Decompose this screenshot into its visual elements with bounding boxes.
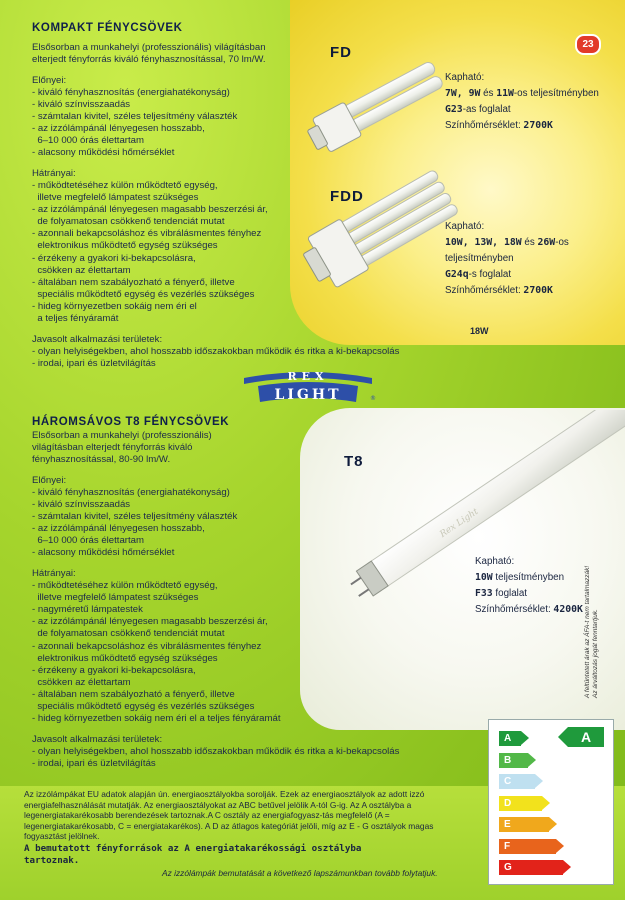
t8-disadvantage-item: - hideg környezetben sokáig nem éri el a teljes fényáramát xyxy=(32,713,281,725)
t8-advantage-item: - számtalan kivitel, széles teljesítmény választék xyxy=(32,511,238,523)
footer-line: energiafelhasználását mutatják. Az energiaosztályokat az ABC betűvel jelölik A-tól G-ig. Az A osztályba a xyxy=(24,799,412,810)
fd-lamp-image xyxy=(300,50,460,160)
t8-disadvantage-item: - az izzólámpánál lényegesen magasabb beszerzési ár, xyxy=(32,616,268,628)
t8-disadvantage-item: - azonnali bekapcsoláshoz és vibrálásmentes fényhez xyxy=(32,640,262,652)
energy-rating-arrow: A xyxy=(568,727,604,747)
t8-advantage-item: 6–10 000 órás élettartam xyxy=(32,535,144,547)
t8-disadvantage-item: de folyamatosan csökkenő tendenciát mutat xyxy=(32,628,225,640)
t8-disadvantage-item: - nagyméretű lámpatestek xyxy=(32,604,143,616)
compact-advantages-title: Előnyei: xyxy=(32,74,67,86)
fdd-watts-line xyxy=(445,235,569,251)
t8-availability xyxy=(475,554,583,618)
compact-advantage-item: - számtalan kivitel, széles teljesítmény választék xyxy=(32,110,238,122)
fdd-available-label: Kapható: xyxy=(445,221,485,232)
fdd-line2: teljesítményben xyxy=(445,253,514,264)
compact-advantage-item: - alacsony működési hőmérséklet xyxy=(32,147,175,159)
energy-class-f: F xyxy=(499,839,556,854)
fdd-socket: G24q xyxy=(445,269,469,280)
t8-watts-line xyxy=(475,570,583,586)
fdd-lamp-label: 18W xyxy=(470,326,489,336)
t8-socket: F33 xyxy=(475,588,493,599)
t8-socket-suffix: foglalat xyxy=(492,588,528,599)
compact-advantage-item: - az izzólámpánál lényegesen hosszabb, xyxy=(32,123,205,135)
energy-class-g: G xyxy=(499,860,563,875)
energy-class-e: E xyxy=(499,817,549,832)
compact-disadvantage-item: - érzékeny a gyakori ki-bekapcsolásra, xyxy=(32,252,196,264)
rex-light-logo xyxy=(238,364,378,408)
fd-color-value: 2700K xyxy=(523,120,553,131)
energy-class-a: A xyxy=(499,731,521,746)
energy-class-b: B xyxy=(499,753,528,768)
side-note-line-2: Az árváltozás jogát fenntartjuk. xyxy=(592,609,599,698)
t8-tube-brand: Rex Light xyxy=(438,506,481,540)
t8-usage-item: - irodai, ipari és üzletvilágítás xyxy=(32,757,156,769)
compact-advantage-item: - kiváló színvisszaadás xyxy=(32,98,131,110)
compact-usage-item: - olyan helyiségekben, ahol hosszabb időszakokban működik és ritka a ki-bekapcsolás xyxy=(32,345,400,357)
fd-watts2: 11W xyxy=(496,88,514,99)
footer-emphasis-line: tartoznak. xyxy=(24,855,80,866)
side-note-line-1: A feltüntetett árak az ÁFA-t nem tartalmazzák! xyxy=(584,565,591,698)
fd-availability xyxy=(445,70,599,134)
compact-disadvantage-item: a teljes fényáramát xyxy=(32,313,119,325)
t8-advantage-item: - kiváló fényhasznosítás (energiahatékonyság) xyxy=(32,486,230,498)
t8-disadvantage-item: - érzékeny a gyakori ki-bekapcsolásra, xyxy=(32,664,196,676)
fdd-watts-mid: és xyxy=(521,237,538,248)
compact-disadvantage-item: - általában nem szabályozható a fényerő, illetve xyxy=(32,276,235,288)
fd-watts-suffix: -os teljesítményben xyxy=(513,88,599,99)
price-side-note xyxy=(584,548,600,698)
t8-disadvantage-item: - működtetéséhez külön működtető egység, xyxy=(32,580,218,592)
fdd-lamp-image xyxy=(300,160,465,300)
compact-intro-line: Elsősorban a munkahelyi (professzionális) világításban xyxy=(32,42,266,53)
footer-line: fogyasztást jelölnek. xyxy=(24,831,100,842)
fdd-socket-suffix: -s foglalat xyxy=(468,269,512,280)
compact-disadvantage-item: - hideg környezetben sokáig nem éri el xyxy=(32,300,197,312)
compact-disadvantage-item: - az izzólámpánál lényegesen magasabb beszerzési ár, xyxy=(32,204,268,216)
compact-disadvantage-item: illetve megfelelő lámpatest szükséges xyxy=(32,192,199,204)
energy-class-c: C xyxy=(499,774,535,789)
t8-socket-line xyxy=(475,586,583,602)
fd-code: FD xyxy=(330,44,352,61)
fd-watts-mid: és xyxy=(480,88,497,99)
t8-color-label: Színhőmérséklet: xyxy=(475,604,554,615)
compact-intro-line: elterjedt fényforrás kiváló fényhasznosítással, 70 lm/W. xyxy=(32,54,266,66)
t8-disadvantage-item: elektronikus működtető egység szükséges xyxy=(32,652,218,664)
t8-advantages-title: Előnyei: xyxy=(32,474,67,486)
footer-closing-line: Az izzólámpák bemutatását a következő lapszámunkban tovább folytatjuk. xyxy=(162,868,438,878)
fdd-color-value: 2700K xyxy=(523,285,553,296)
t8-color-value: 4200K xyxy=(553,604,583,615)
fd-socket-line xyxy=(445,102,599,118)
energy-class-d: D xyxy=(499,796,542,811)
fdd-watts-suffix: -os xyxy=(555,237,569,248)
logo-registered-mark: ® xyxy=(370,395,376,402)
fd-socket: G23 xyxy=(445,104,463,115)
compact-disadvantage-item: csökken az élettartam xyxy=(32,264,131,276)
fd-available-label: Kapható: xyxy=(445,72,485,83)
fd-socket-suffix: -as foglalat xyxy=(462,104,511,115)
compact-disadvantage-item: de folyamatosan csökkenő tendenciát mutat xyxy=(32,216,225,228)
fdd-watts: 10W, 13W, 18W xyxy=(445,237,522,248)
compact-disadvantage-item: - azonnali bekapcsoláshoz és vibrálásmentes fényhez xyxy=(32,228,262,240)
page-number-badge: 23 xyxy=(575,34,601,55)
footer-line: legenergiatakarékosabb, C = energiatakarékos). A D az átlagos kategóriát jelöli, míg az E - G osztályok magas xyxy=(24,820,434,831)
t8-intro-line: Elsősorban a munkahelyi (professzionális) xyxy=(32,430,212,441)
t8-advantage-item: - kiváló színvisszaadás xyxy=(32,498,131,510)
t8-disadvantage-item: csökken az élettartam xyxy=(32,676,131,688)
logo-bottom-text: LIGHT xyxy=(274,387,342,403)
compact-disadvantage-item: elektronikus működtető egység szükséges xyxy=(32,240,218,252)
compact-advantage-item: 6–10 000 órás élettartam xyxy=(32,135,144,147)
t8-intro-line: világításban elterjedt fényforrás kiváló xyxy=(32,442,193,454)
t8-watts: 10W xyxy=(475,572,493,583)
fdd-watts2: 26W xyxy=(537,237,556,248)
logo-top-text: REX xyxy=(287,370,329,383)
fdd-color-label: Színhőmérséklet: xyxy=(445,285,524,296)
t8-available-label: Kapható: xyxy=(475,556,515,567)
fd-watts: 7W, 9W xyxy=(445,88,481,99)
fdd-code: FDD xyxy=(330,188,364,205)
t8-disadvantage-item: - általában nem szabályozható a fényerő, illetve xyxy=(32,688,235,700)
t8-usage-title: Javasolt alkalmazási területek: xyxy=(32,733,163,745)
compact-disadvantage-item: - működtetéséhez külön működtető egység, xyxy=(32,179,218,191)
fdd-socket-line xyxy=(445,267,569,283)
compact-disadvantage-item: speciális működtető egység és vezérlés szükséges xyxy=(32,288,255,300)
fd-color-line xyxy=(445,118,599,134)
t8-heading: HÁROMSÁVOS T8 FÉNYCSÖVEK xyxy=(32,416,230,428)
compact-usage-title: Javasolt alkalmazási területek: xyxy=(32,333,163,345)
t8-intro-line: fényhasznosítással, 80-90 lm/W. xyxy=(32,454,171,466)
fd-watts-line xyxy=(445,86,599,102)
t8-disadvantages-title: Hátrányai: xyxy=(32,567,76,579)
t8-code: T8 xyxy=(344,453,364,470)
t8-advantage-item: - az izzólámpánál lényegesen hosszabb, xyxy=(32,523,205,535)
fdd-color-line xyxy=(445,283,569,299)
footer-emphasis-line: A bemutatott fényforrások az A energiatakarékossági osztályba xyxy=(24,843,362,854)
t8-advantage-item: - alacsony működési hőmérséklet xyxy=(32,547,175,559)
t8-disadvantage-item: speciális működtető egység és vezérlés szükséges xyxy=(32,701,255,713)
fd-color-label: Színhőmérséklet: xyxy=(445,120,524,131)
compact-usage-item: - irodai, ipari és üzletvilágítás xyxy=(32,357,156,369)
compact-disadvantages-title: Hátrányai: xyxy=(32,167,76,179)
compact-heading: KOMPAKT FÉNYCSÖVEK xyxy=(32,22,183,34)
t8-watts-suffix: teljesítményben xyxy=(492,572,565,583)
t8-color-line xyxy=(475,602,583,618)
footer-line: Az izzólámpákat EU adatok alapján ún. energiaosztályokba sorolják. Ezek az energiaosztályok az adott izzó xyxy=(24,789,425,799)
fdd-availability xyxy=(445,219,569,299)
compact-advantage-item: - kiváló fényhasznosítás (energiahatékonyság) xyxy=(32,86,230,98)
footer-line: legenergiatakarékosabb berendezések tartoznak.A C osztály az energiafogyasz-tás megfelelő (A = xyxy=(24,810,390,821)
t8-usage-item: - olyan helyiségekben, ahol hosszabb időszakokban működik és ritka a ki-bekapcsolás xyxy=(32,745,400,757)
t8-disadvantage-item: illetve megfelelő lámpatest szükséges xyxy=(32,592,199,604)
